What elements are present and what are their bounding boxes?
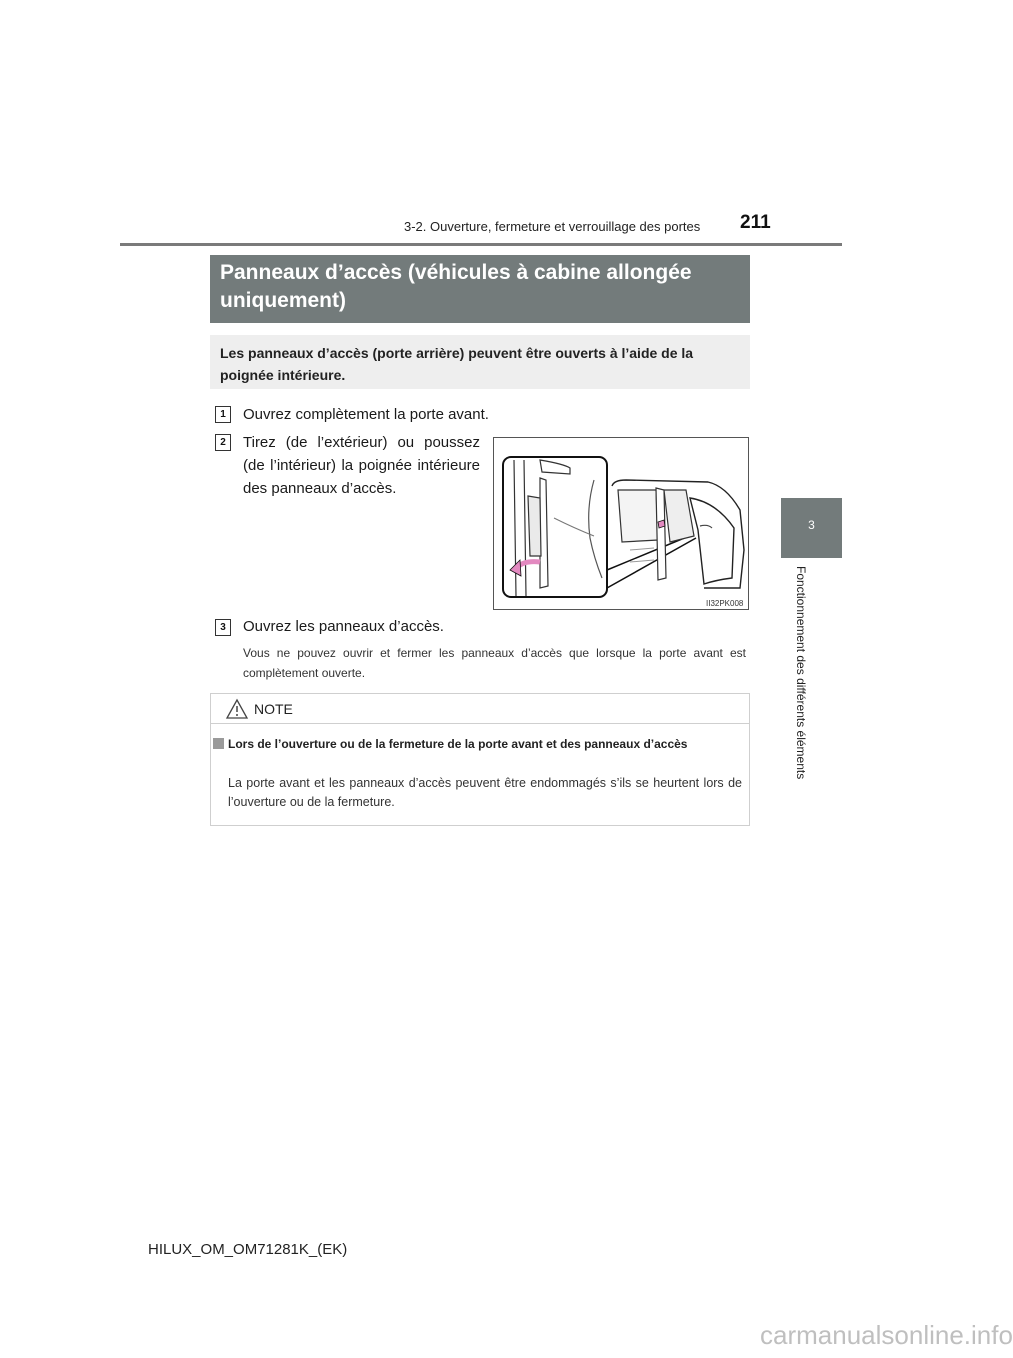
intro-box: Les panneaux d’accès (porte arrière) peuvent être ouverts à l’aide de la poignée intérieure. bbox=[210, 335, 750, 389]
notice-body: La porte avant et les panneaux d’accès peuvent être endommagés s’ils se heurtent lors de l’ouverture ou de la fermeture. bbox=[228, 776, 742, 809]
step-3-note: Vous ne pouvez ouvrir et fermer les panneaux d’accès que lorsque la porte avant est complètement ouverte. bbox=[243, 646, 746, 680]
watermark: carmanualsonline.info bbox=[760, 1320, 1013, 1350]
warning-triangle-icon bbox=[225, 698, 249, 720]
footer-code: HILUX_OM_OM71281K_(EK) bbox=[148, 1241, 348, 1258]
notice-divider bbox=[210, 723, 750, 724]
running-header: 3-2. Ouverture, fermeture et verrouillage des portes bbox=[404, 219, 701, 234]
step-number-1: 1 bbox=[215, 406, 231, 423]
square-bullet-icon bbox=[213, 738, 224, 749]
notice-label: NOTE bbox=[254, 701, 293, 717]
step-number-3: 3 bbox=[215, 619, 231, 636]
page-number: 211 bbox=[740, 212, 771, 233]
chapter-number: 3 bbox=[808, 518, 815, 532]
inset-frame bbox=[503, 457, 607, 597]
step-text-3: Ouvrez les panneaux d’accès. bbox=[243, 618, 444, 635]
section-title: Panneaux d’accès (véhicules à cabine allongée uniquement) bbox=[210, 255, 750, 323]
header-rule bbox=[120, 243, 842, 246]
step-text-1: Ouvrez complètement la porte avant. bbox=[243, 406, 489, 423]
step-number-2: 2 bbox=[215, 434, 231, 451]
notice-heading: Lors de l’ouverture ou de la fermeture de la porte avant et des panneaux d’accès bbox=[228, 737, 688, 751]
figure-code: II32PK008 bbox=[706, 599, 744, 608]
door-illustration bbox=[493, 437, 749, 610]
door-illustration-drawing bbox=[494, 438, 748, 609]
step-text-2: Tirez (de l’extérieur) ou poussez (de l’intérieur) la poignée intérieure des panneaux d’accès. bbox=[243, 434, 480, 497]
chapter-title: Fonctionnement des différents éléments bbox=[794, 566, 808, 780]
